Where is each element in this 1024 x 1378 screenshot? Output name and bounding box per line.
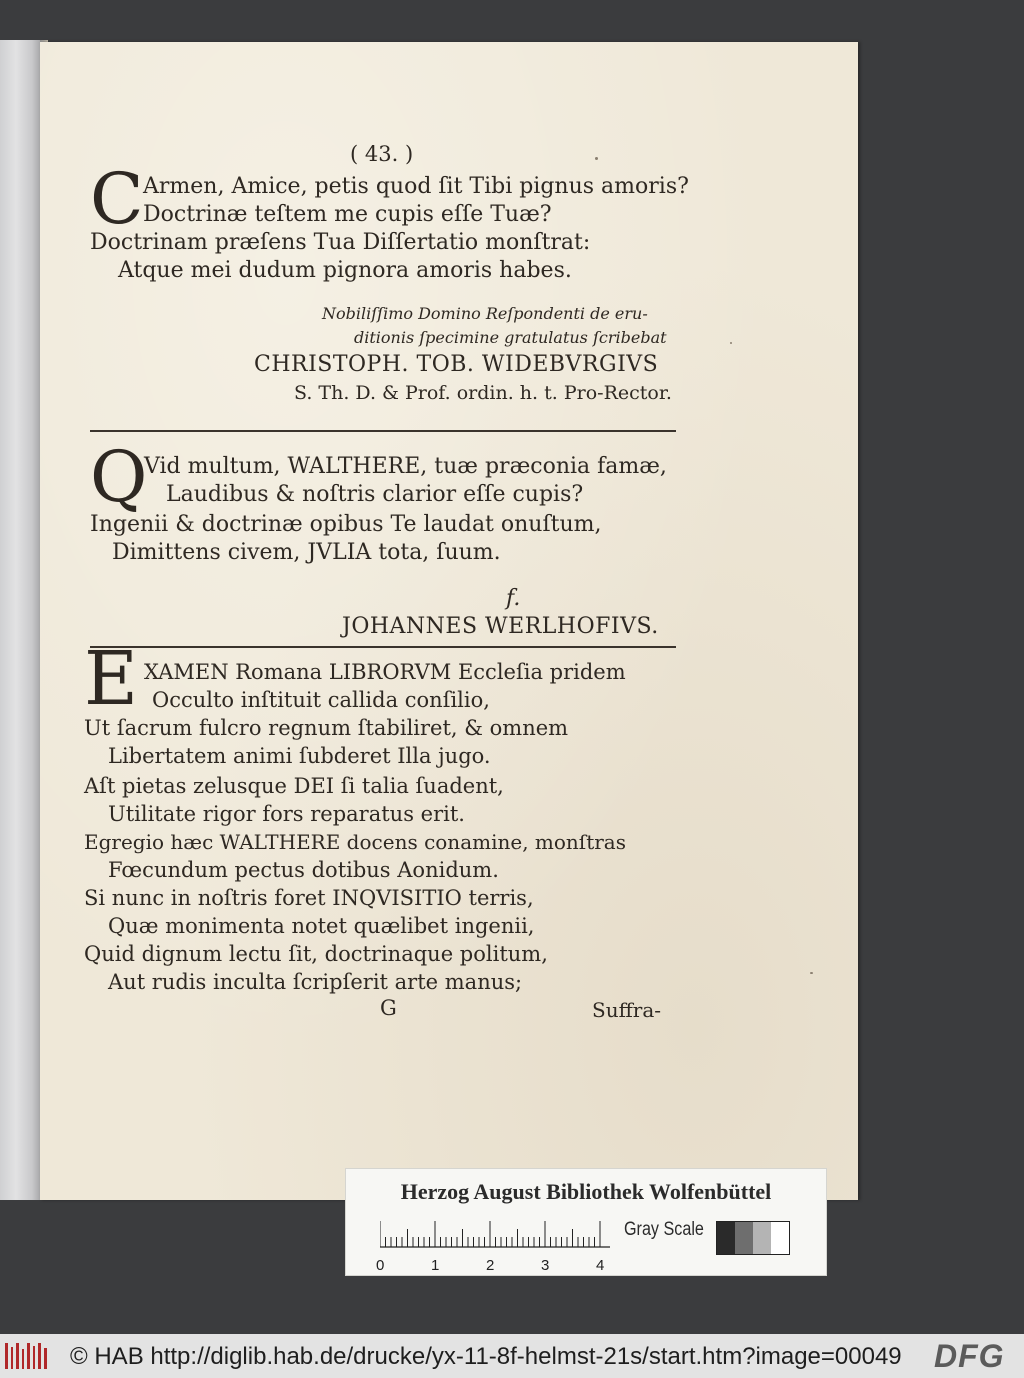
dedication-line-1: Nobiliſſimo Domino Reſpondenti de eru- bbox=[322, 304, 648, 323]
poem3-line-8: Fœcundum pectus dotibus Aonidum. bbox=[108, 858, 499, 882]
author-wideburgius-title: S. Th. D. & Prof. ordin. h. t. Pro-Rector. bbox=[294, 382, 672, 404]
color-calibration-chart bbox=[345, 1168, 827, 1276]
drop-initial-c: C bbox=[90, 158, 144, 240]
poem3-line-2: Occulto inſtituit callida conſilio, bbox=[152, 688, 490, 712]
source-url-link[interactable]: © HAB http://diglib.hab.de/drucke/yx-11-8f-helmst-21s/start.htm?image=00049 bbox=[70, 1343, 902, 1370]
poem3-line-4: Libertatem animi ſubderet Illa jugo. bbox=[108, 744, 491, 768]
ruler-number: 1 bbox=[431, 1257, 440, 1274]
gray-patch bbox=[717, 1222, 735, 1254]
poem2-line-4: Dimittens civem, JVLIA tota, ſuum. bbox=[112, 540, 501, 565]
poem3-line-12: Aut rudis inculta ſcripſerit arte manus; bbox=[108, 970, 523, 994]
signature-mark: G bbox=[380, 996, 397, 1020]
dedication-line-2: ditionis ſpecimine gratulatus ſcribebat bbox=[354, 328, 667, 347]
dfg-logo: DFG bbox=[934, 1338, 1005, 1374]
ruler-number: 2 bbox=[486, 1257, 495, 1274]
catchword: Suffra- bbox=[592, 998, 662, 1022]
poem3-line-6: Utilitate rigor fors reparatus erit. bbox=[108, 802, 465, 826]
section-rule bbox=[90, 646, 676, 648]
poem1-line-1: Armen, Amice, petis quod ſit Tibi pignus amoris? bbox=[143, 174, 689, 199]
gray-patch bbox=[735, 1222, 753, 1254]
paper-speck bbox=[730, 342, 732, 344]
author-wideburgius: CHRISTOPH. TOB. WIDEBVRGIVS bbox=[254, 352, 659, 377]
poem2-line-3: Ingenii & doctrinæ opibus Te laudat onuſtum, bbox=[90, 512, 602, 537]
ruler-icon bbox=[380, 1217, 610, 1257]
poem3-line-9: Si nunc in noſtris foret INQVISITIO terris, bbox=[84, 886, 534, 910]
chart-title: Herzog August Bibliothek Wolfenbüttel bbox=[400, 1179, 772, 1204]
poem3-line-5: Aſt pietas zelusque DEI ſi talia ſuadent, bbox=[84, 774, 504, 798]
gray-patch bbox=[771, 1222, 789, 1254]
poem1-line-3: Doctrinam præſens Tua Diſſertatio monſtrat: bbox=[90, 230, 591, 255]
poem3-line-1: XAMEN Romana LIBRORVM Eccleſia pridem bbox=[144, 660, 626, 684]
paper-speck bbox=[810, 972, 813, 974]
poem2-line-2: Laudibus & noſtris clarior eſſe cupis? bbox=[166, 482, 584, 507]
viewer-footer bbox=[0, 1334, 1024, 1378]
poem3-line-11: Quid dignum lectu ſit, doctrinaque politum, bbox=[84, 942, 548, 966]
paper-speck bbox=[595, 157, 598, 160]
author-werlhofius: JOHANNES WERLHOFIVS. bbox=[342, 614, 659, 639]
poem3-line-3: Ut ſacrum fulcro regnum ſtabiliret, & omnem bbox=[84, 716, 569, 740]
drop-initial-q: Q bbox=[90, 436, 148, 518]
ruler-number: 4 bbox=[596, 1257, 605, 1274]
book-binding-edge bbox=[0, 40, 40, 1200]
poem3-line-7: Egregio hæc WALTHERE docens conamine, monſtras bbox=[84, 830, 626, 854]
gray-patch bbox=[753, 1222, 771, 1254]
poem2-line-1: Vid multum, WALTHERE, tuæ præconia famæ, bbox=[144, 454, 667, 479]
hab-logo-icon bbox=[5, 1343, 47, 1369]
gray-scale-patches bbox=[716, 1221, 790, 1255]
section-rule bbox=[90, 430, 676, 432]
ruler-number: 0 bbox=[376, 1257, 385, 1274]
book-page bbox=[40, 42, 858, 1200]
ruler-number: 3 bbox=[541, 1257, 550, 1274]
poem3-line-10: Quæ monimenta notet quælibet ingenii, bbox=[108, 914, 535, 938]
poem1-line-2: Doctrinæ teſtem me cupis eſſe Tuæ? bbox=[143, 202, 552, 227]
gray-scale-label: Gray Scale bbox=[624, 1219, 704, 1240]
poem2-mark: f. bbox=[506, 586, 521, 611]
poem1-line-4: Atque mei dudum pignora amoris habes. bbox=[118, 258, 572, 283]
page-number: ( 43. ) bbox=[350, 142, 414, 166]
drop-initial-e: E bbox=[84, 636, 139, 722]
